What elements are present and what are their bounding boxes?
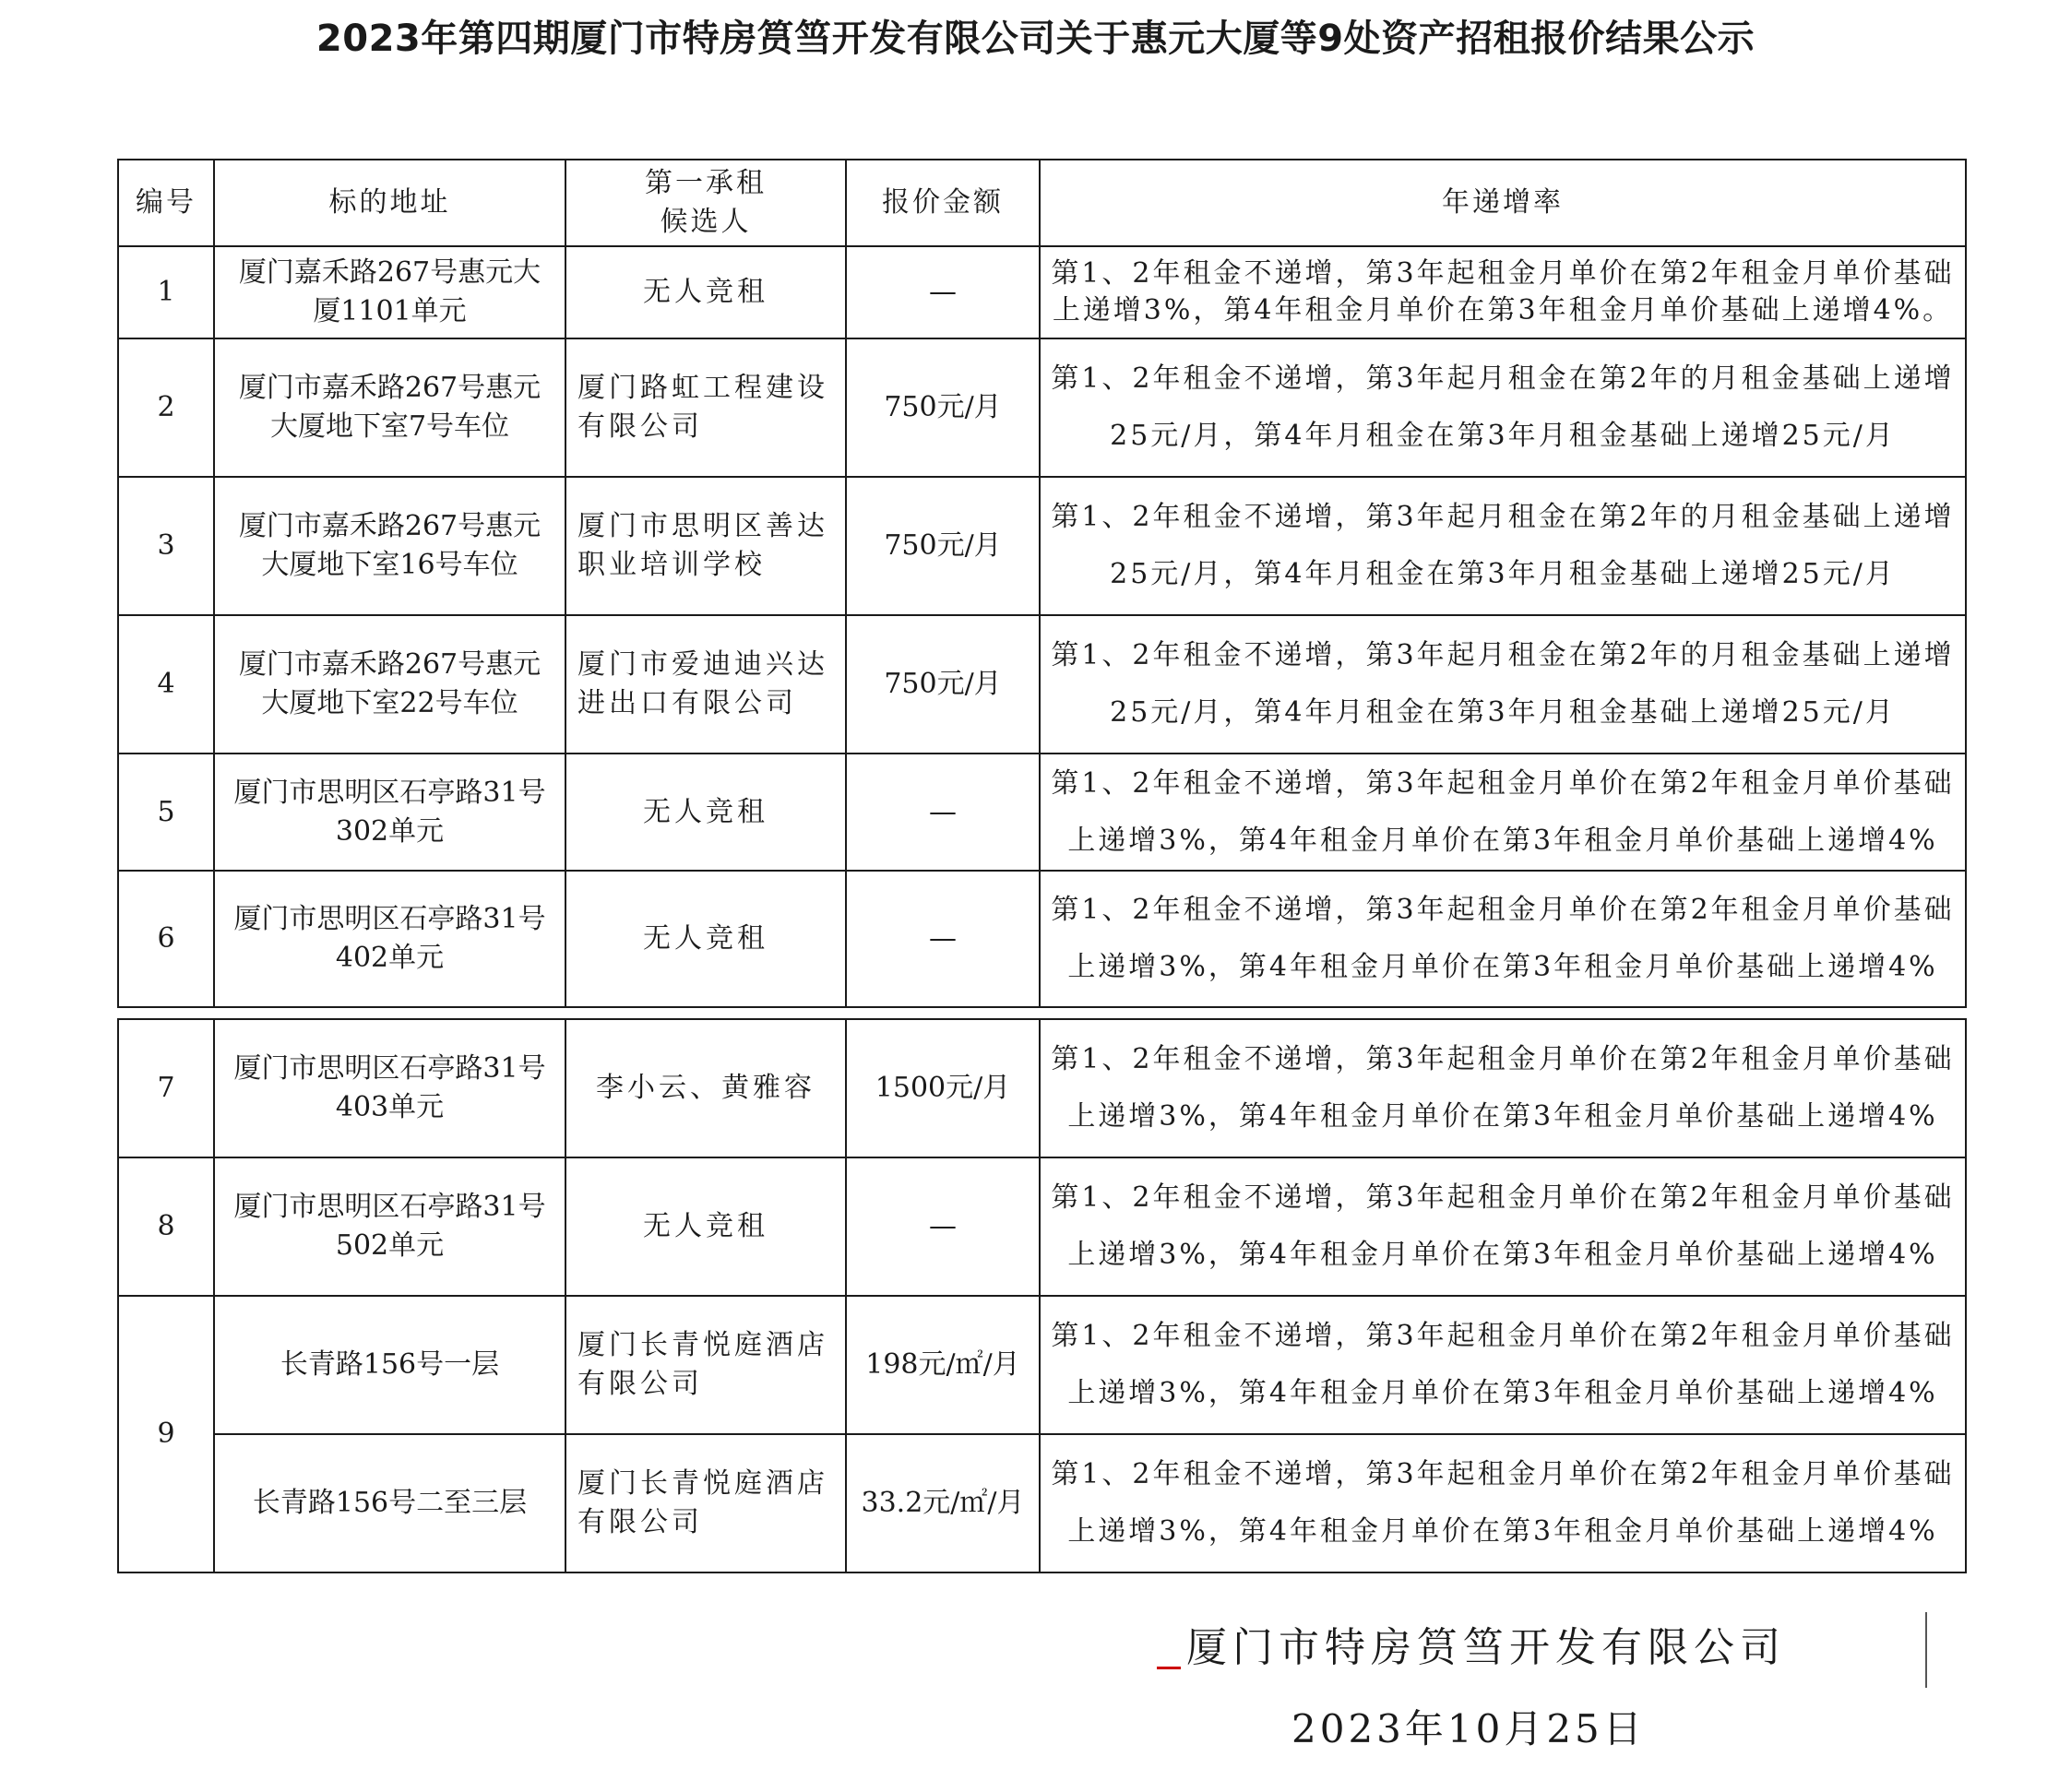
table-row: [118, 615, 1966, 754]
cell-no: 4: [118, 615, 214, 754]
cell-price: 198元/㎡/月: [846, 1296, 1040, 1434]
cell-price: —: [846, 246, 1040, 338]
results-table-continued: [117, 1018, 1967, 1573]
header-candidate-line1: 第一承租: [645, 167, 767, 199]
cell-no: 6: [118, 871, 214, 1007]
cell-address: 长青路156号二至三层: [214, 1434, 565, 1572]
table-row: [118, 1157, 1966, 1296]
cell-rate: 第1、2年租金不递增，第3年起租金月单价在第2年租金月单价基础上递增3%，第4年租金月单价在第3年租金月单价基础上递增4%: [1040, 1296, 1966, 1434]
cell-rate: 第1、2年租金不递增，第3年起月租金在第2年的月租金基础上递增25元/月，第4年月租金在第3年月租金基础上递增25元/月: [1040, 615, 1966, 754]
page-title: 2023年第四期厦门市特房筼筜开发有限公司关于惠元大厦等9处资产招租报价结果公示: [315, 18, 1756, 60]
cell-candidate: 无人竞租: [565, 246, 846, 338]
red-underline-mark: [1157, 1667, 1181, 1669]
cell-address: 厦门市思明区石亭路31号402单元: [214, 871, 565, 1007]
header-price: 报价金额: [846, 160, 1040, 246]
divider-line: [1925, 1612, 1927, 1688]
cell-candidate: 李小云、黄雅容: [565, 1019, 846, 1157]
table-row: [118, 477, 1966, 615]
cell-no: 5: [118, 754, 214, 871]
header-rate: 年递增率: [1040, 160, 1966, 246]
cell-address: 长青路156号一层: [214, 1296, 565, 1434]
cell-address: 厦门市思明区石亭路31号403单元: [214, 1019, 565, 1157]
cell-no: 9: [118, 1296, 214, 1572]
table-row: [118, 1296, 1966, 1434]
cell-candidate: 厦门长青悦庭酒店有限公司: [565, 1296, 846, 1434]
table-header-row: [118, 160, 1966, 246]
cell-address: 厦门嘉禾路267号惠元大厦1101单元: [214, 246, 565, 338]
cell-address: 厦门市嘉禾路267号惠元大厦地下室16号车位: [214, 477, 565, 615]
cell-no: 3: [118, 477, 214, 615]
cell-address: 厦门市思明区石亭路31号302单元: [214, 754, 565, 871]
cell-address: 厦门市思明区石亭路31号502单元: [214, 1157, 565, 1296]
cell-rate: 第1、2年租金不递增，第3年起租金月单价在第2年租金月单价基础上递增3%，第4年租金月单价在第3年租金月单价基础上递增4%: [1040, 754, 1966, 871]
cell-price: 1500元/月: [846, 1019, 1040, 1157]
cell-rate: 第1、2年租金不递增，第3年起月租金在第2年的月租金基础上递增25元/月，第4年月租金在第3年月租金基础上递增25元/月: [1040, 338, 1966, 477]
cell-price: 33.2元/㎡/月: [846, 1434, 1040, 1572]
cell-price: —: [846, 1157, 1040, 1296]
footer-company: [1157, 1614, 1786, 1673]
cell-candidate: 厦门长青悦庭酒店有限公司: [565, 1434, 846, 1572]
cell-address: 厦门市嘉禾路267号惠元大厦地下室22号车位: [214, 615, 565, 754]
cell-rate: 第1、2年租金不递增，第3年起租金月单价在第2年租金月单价基础上递增3%，第4年租金月单价在第3年租金月单价基础上递增4%: [1040, 871, 1966, 1007]
cell-candidate: 无人竞租: [565, 754, 846, 871]
table-row: [118, 246, 1966, 338]
header-no: 编号: [118, 160, 214, 246]
header-candidate: [565, 160, 846, 246]
header-address: 标的地址: [214, 160, 565, 246]
results-table: [117, 159, 1967, 1008]
cell-price: 750元/月: [846, 477, 1040, 615]
footer-date: 2023年10月25日: [1291, 1706, 1646, 1751]
table-row: [118, 1019, 1966, 1157]
cell-price: —: [846, 754, 1040, 871]
cell-price: 750元/月: [846, 615, 1040, 754]
table-row: [118, 754, 1966, 871]
cell-price: 750元/月: [846, 338, 1040, 477]
cell-no: 2: [118, 338, 214, 477]
cell-candidate: 厦门市爱迪迪兴达进出口有限公司: [565, 615, 846, 754]
cell-rate: 第1、2年租金不递增，第3年起租金月单价在第2年租金月单价基础上递增3%，第4年租金月单价在第3年租金月单价基础上递增4%。: [1040, 246, 1966, 338]
cell-candidate: 无人竞租: [565, 1157, 846, 1296]
cell-no: 1: [118, 246, 214, 338]
table-row: [118, 338, 1966, 477]
cell-rate: 第1、2年租金不递增，第3年起租金月单价在第2年租金月单价基础上递增3%，第4年租金月单价在第3年租金月单价基础上递增4%: [1040, 1157, 1966, 1296]
table-row: [118, 871, 1966, 1007]
cell-price: —: [846, 871, 1040, 1007]
cell-no: 7: [118, 1019, 214, 1157]
cell-address: 厦门市嘉禾路267号惠元大厦地下室7号车位: [214, 338, 565, 477]
cell-rate: 第1、2年租金不递增，第3年起租金月单价在第2年租金月单价基础上递增3%，第4年租金月单价在第3年租金月单价基础上递增4%: [1040, 1019, 1966, 1157]
table-row: [118, 1434, 1966, 1572]
cell-candidate: 厦门市思明区善达职业培训学校: [565, 477, 846, 615]
cell-candidate: 厦门路虹工程建设有限公司: [565, 338, 846, 477]
cell-rate: 第1、2年租金不递增，第3年起月租金在第2年的月租金基础上递增25元/月，第4年月租金在第3年月租金基础上递增25元/月: [1040, 477, 1966, 615]
cell-no: 8: [118, 1157, 214, 1296]
footer-company-name: 厦门市特房筼筜开发有限公司: [1186, 1624, 1786, 1671]
cell-rate: 第1、2年租金不递增，第3年起租金月单价在第2年租金月单价基础上递增3%，第4年租金月单价在第3年租金月单价基础上递增4%: [1040, 1434, 1966, 1572]
cell-candidate: 无人竞租: [565, 871, 846, 1007]
header-candidate-line2: 候选人: [660, 206, 752, 238]
